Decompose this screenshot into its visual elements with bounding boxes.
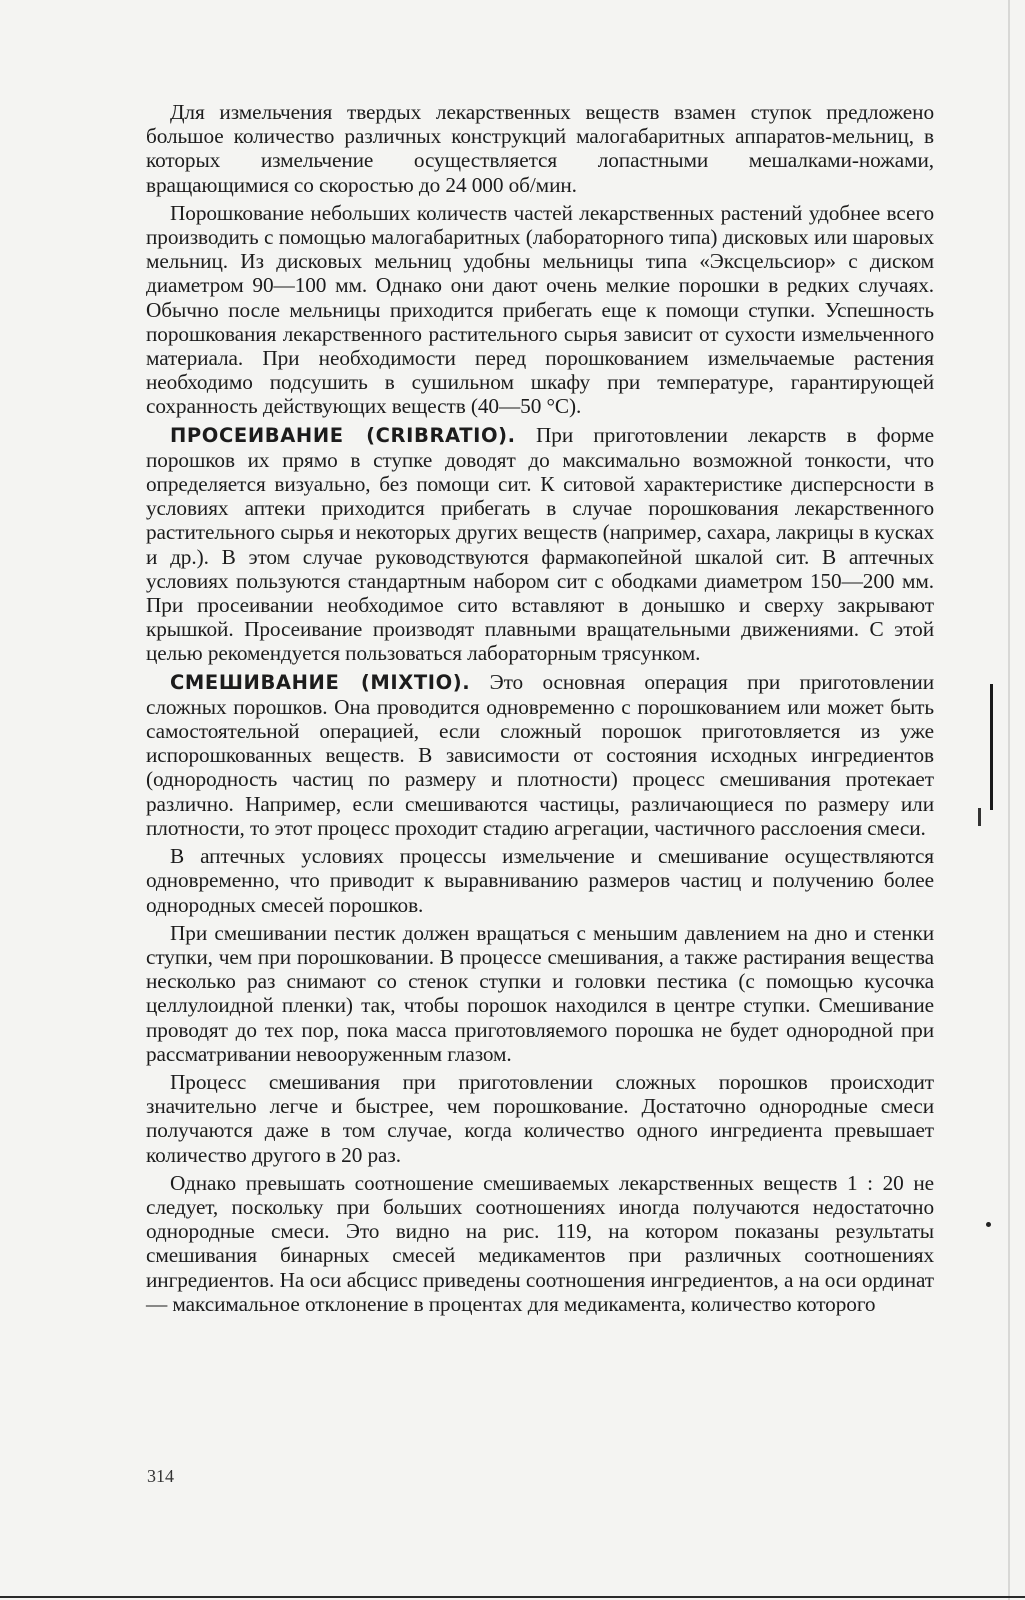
section-heading-mixtio: СМЕШИВАНИЕ (MIXTIO). [170,670,471,694]
paragraph-text: Однако превышать соотношение смешиваемых лекарственных веществ 1 : 20 не следует, поскольку при больших соотношениях иногда получаются недостаточно однородные смеси. Это видно на рис. 119, на котором показаны результаты смешивания бинарных смесей медикаментов при различных соотношениях ингредиентов. На оси абсцисс приведены соотношения ингредиентов, а на оси ординат — максимальное отклонение в процентах для медикамента, количество которого [146,1170,934,1316]
paragraph [146,1171,934,1316]
paragraph-text: В аптечных условиях процессы измельчение и смешивание осуществляются одновременно, что приводит к выравниванию размеров частиц и получению более однородных смесей порошков. [146,844,934,917]
page-number: 314 [147,1466,174,1486]
paragraph-text: При смешивании пестик должен вращаться с меньшим давлением на дно и стенки ступки, чем при порошковании. В процессе смешивания, а также растирания вещества несколько раз снимают со стенок ступки и головки пестика (с помощью кусочка целлулоидной пленки) так, чтобы порошок находился в центре ступки. Смешивание проводят до тех пор, пока масса приготовляемого порошка не будет однородной при рассматривании невооруженным глазом. [146,920,934,1066]
scan-edge [1008,0,1010,1600]
paragraph [146,921,934,1066]
margin-mark [990,684,993,810]
paragraph-text: Для измельчения твердых лекарственных веществ взамен ступок предложено большое количество различных конструкций малогабаритных аппаратов-мельниц, в которых измельчение осуществляется лопастными мешалками-ножами, вращающимися со скоростью до 24 000 об/мин. [146,100,934,197]
paragraph-text: Порошкование небольших количеств частей лекарственных растений удобнее всего производить с помощью малогабаритных (лабораторного типа) дисковых или шаровых мельниц. Из дисковых мельниц удобны мельницы типа «Эксцельсиор» с диском диаметром 90—100 мм. Однако они дают очень мелкие порошки в редких случаях. Обычно после мельницы приходится прибегать еще к помощи ступки. Успешность порошкования лекарственного растительного сырья зависит от сухости измельченного материала. При необходимости перед порошкованием измельчаемые растения необходимо подсушить в сушильном шкафу при температуре, гарантирующей сохранность действующих веществ (40—50 °С). [146,200,934,419]
paragraph-text: Это основная операция при приготовлении сложных порошков. Она проводится одновременно с порошкованием или может быть самостоятельной операцией, если сложный порошок приготовляется из уже испорошкованных веществ. В зависимости от состояния исходных ингредиентов (однородность частиц по размеру и плотности) процесс смешивания протекает различно. Например, если смешиваются частицы, различающиеся по размеру или плотности, то этот процесс проходит стадию агрегации, частичного расслоения смеси. [146,669,934,840]
paragraph [146,670,934,840]
paragraph [146,423,934,666]
paragraph [146,1070,934,1167]
paragraph [146,201,934,419]
paragraph [146,100,934,197]
section-heading-cribratio: ПРОСЕИВАНИЕ (CRIBRATIO). [170,423,516,447]
scan-edge [0,1596,1025,1598]
paragraph-text: Процесс смешивания при приготовлении сложных порошков происходит значительно легче и быстрее, чем порошкование. Достаточно однородные смеси получаются даже в том случае, когда количество одного ингредиента превышает количество другого в 20 раз. [146,1069,934,1167]
margin-mark [978,808,981,826]
speck [986,1222,991,1227]
page-body [146,100,934,1320]
paragraph-text: При приготовлении лекарств в форме порошков их прямо в ступке доводят до максимально возможной тонкости, что определяется визуально, без помощи сит. К ситовой характеристике дисперсности в условиях аптеки приходится прибегать в случае порошкования лекарственного растительного сырья и некоторых других веществ (например, сахара, лакрицы в кусках и др.). В этом случае руководствуются фармакопейной шкалой сит. В аптечных условиях пользуются стандартным набором сит с ободками диаметром 150—200 мм. При просеивании необходимое сито вставляют в донышко и сверху закрывают крышкой. Просеивание производят плавными вращательными движениями. С этой целью рекомендуется пользоваться лабораторным трясунком. [146,422,935,666]
paragraph [146,844,934,917]
